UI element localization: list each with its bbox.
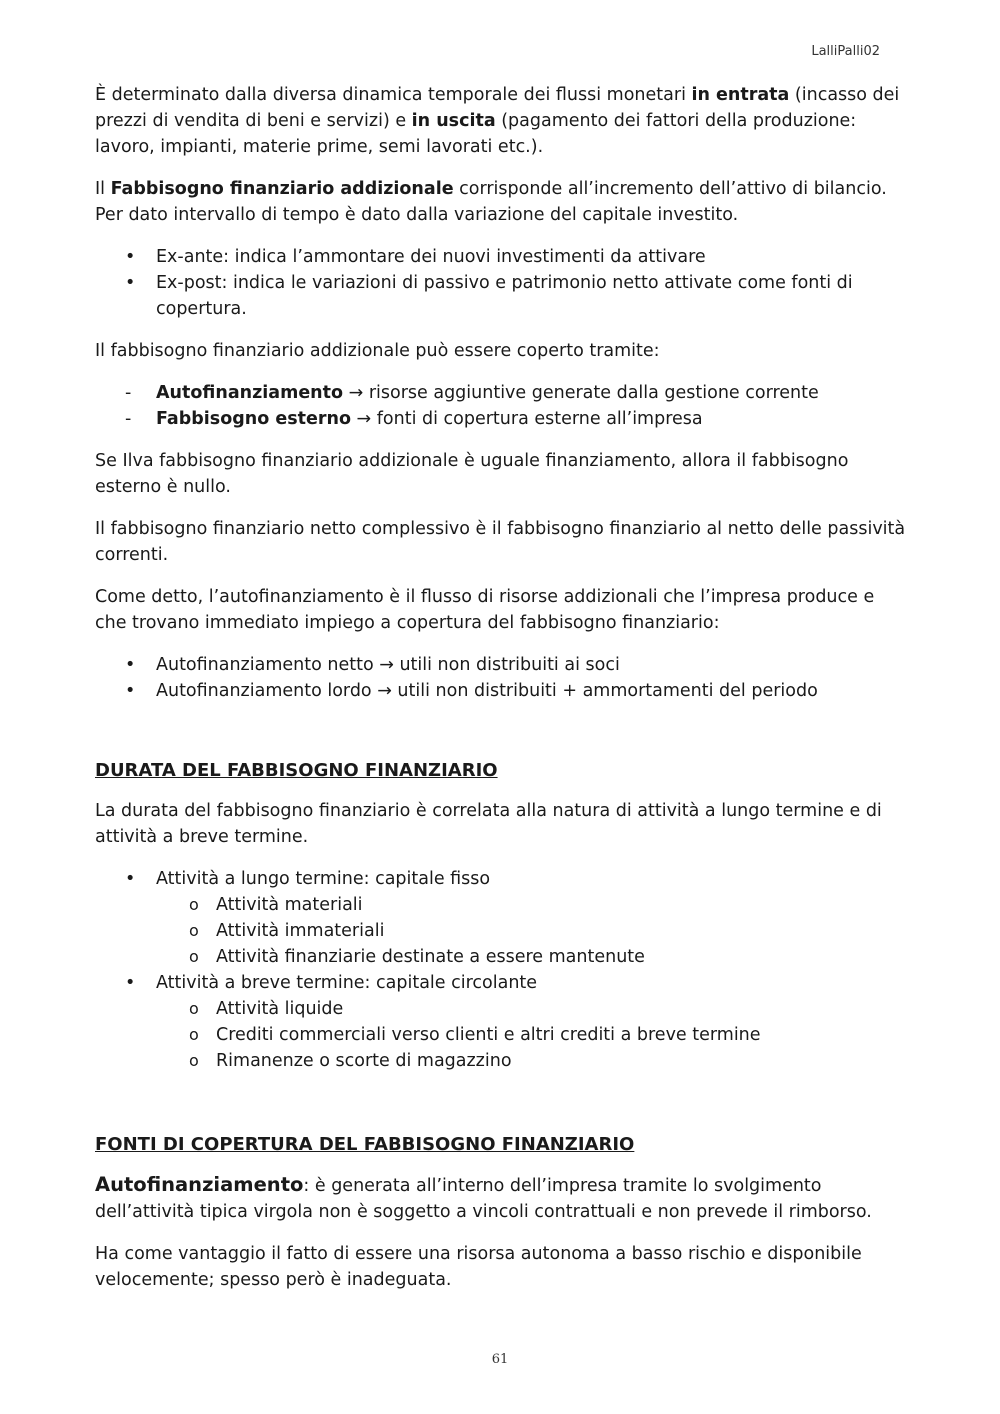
list-item [95,970,907,1074]
text-span: → fonti di copertura esterne all’impresa [350,409,703,429]
text-span: : è generata all’interno dell’impresa tramite lo svolgimento dell’attività tipica virgola non è soggetto a vincoli contrattuali e non prevede il rimborso. [95,1176,872,1222]
page-number: 61 [491,1352,509,1367]
list-item: • Autofinanziamento netto → utili non distribuiti ai soci [95,652,907,678]
list-item [95,866,907,970]
sublist [156,996,907,1074]
text-span: corrisponde all’incremento dell’attivo di bilancio. Per dato intervallo di tempo è dato dalla variazione del capitale investito. [95,179,887,225]
paragraph-fabbisogno-addizionale [95,176,907,228]
bold-in-uscita: in uscita [411,111,496,131]
paragraph-coperto-tramite: Il fabbisogno finanziario addizionale può essere coperto tramite: [95,341,660,361]
sublist-item: o Attività finanziarie destinate a essere mantenute [156,944,907,970]
text-span: Il [95,179,111,199]
list-fonti-copertura [95,380,907,432]
list-item [95,406,907,432]
heading-fonti-copertura: FONTI DI COPERTURA DEL FABBISOGNO FINANZIARIO [95,1134,635,1155]
list-item-label: Attività a breve termine: capitale circolante [156,973,538,993]
list-item: • Ex-post: indica le variazioni di passivo e patrimonio netto attivate come fonti di copertura. [95,270,907,322]
page-content [95,82,907,1309]
paragraph-fabbisogno-netto: Il fabbisogno finanziario netto complessivo è il fabbisogno finanziario al netto delle passività correnti. [95,519,906,565]
heading-durata: DURATA DEL FABBISOGNO FINANZIARIO [95,760,498,781]
sublist-item: o Attività materiali [156,892,907,918]
paragraph-autofinanziamento-definizione [95,1172,907,1225]
text-span: (incasso dei prezzi di vendita di beni e servizi) e [95,85,900,131]
list-item [95,380,907,406]
list-attivita [95,866,907,1074]
bold-in-entrata: in entrata [691,85,790,105]
bold-fabbisogno-addizionale: Fabbisogno finanziario addizionale [110,179,454,199]
bold-autofinanziamento: Autofinanziamento [156,383,344,403]
paragraph-vantaggio: Ha come vantaggio il fatto di essere una risorsa autonoma a basso rischio e disponibile velocemente; spesso però è inadeguata. [95,1244,862,1290]
paragraph-durata: La durata del fabbisogno finanziario è correlata alla natura di attività a lungo termine e di attività a breve termine. [95,801,882,847]
list-autofinanziamento [95,652,907,704]
sublist-item: o Attività liquide [156,996,907,1022]
sublist-item: o Attività immateriali [156,918,907,944]
bold-fabbisogno-esterno: Fabbisogno esterno [156,409,351,429]
text-span: È determinato dalla diversa dinamica temporale dei flussi monetari [95,85,692,105]
paragraph-flussi-monetari [95,82,907,160]
paragraph-autofinanziamento-flusso: Come detto, l’autofinanziamento è il flusso di risorse addizionali che l’impresa produce e che trovano immediato impiego a copertura del fabbisogno finanziario: [95,587,875,633]
text-span: → risorse aggiuntive generate dalla gestione corrente [343,383,819,403]
bold-autofinanziamento-term: Autofinanziamento [95,1173,304,1196]
sublist-item: o Crediti commerciali verso clienti e altri crediti a breve termine [156,1022,907,1048]
page-header-author: LalliPalli02 [811,44,880,59]
text-span: (pagamento dei fattori della produzione: lavoro, impianti, materie prime, semi lavorati etc.). [95,111,857,157]
sublist [156,892,907,970]
list-item: • Autofinanziamento lordo → utili non distribuiti + ammortamenti del periodo [95,678,907,704]
list-item-label: Attività a lungo termine: capitale fisso [156,869,491,889]
sublist-item: o Rimanenze o scorte di magazzino [156,1048,907,1074]
list-item: • Ex-ante: indica l’ammontare dei nuovi investimenti da attivare [95,244,907,270]
list-ex-ante-ex-post [95,244,907,322]
paragraph-fabbisogno-esterno-nullo: Se Ilva fabbisogno finanziario addizionale è uguale finanziamento, allora il fabbisogno esterno è nullo. [95,451,849,497]
